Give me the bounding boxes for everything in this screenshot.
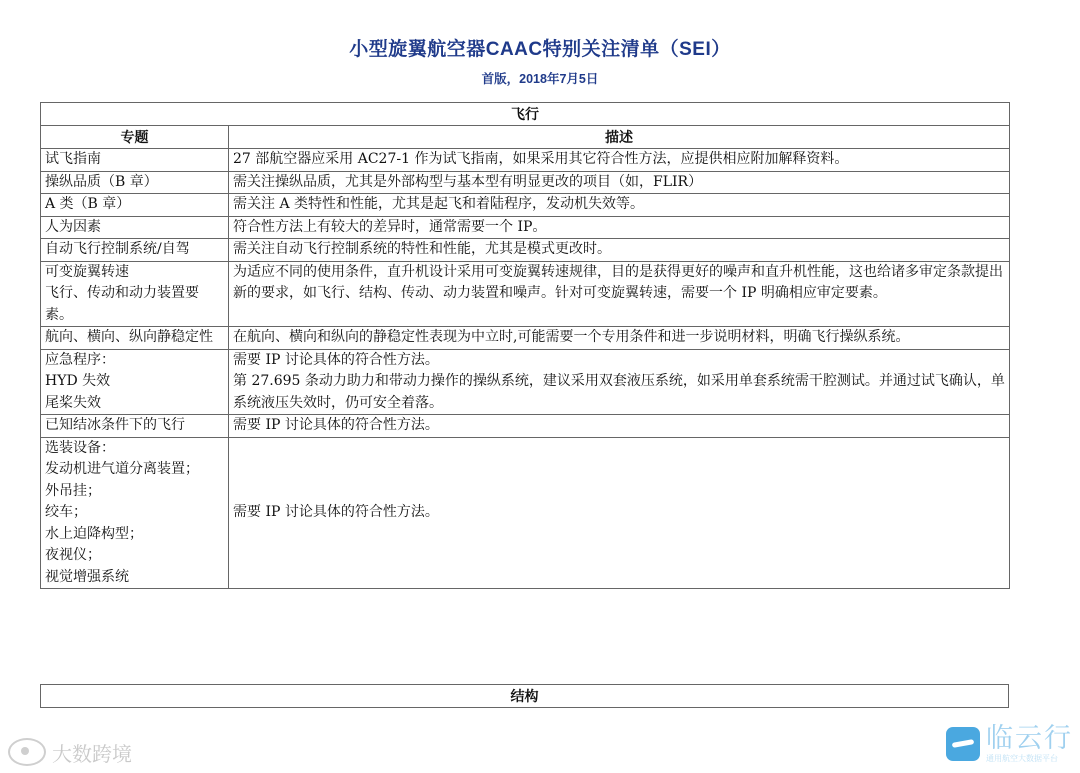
topic-cell: 选装设备： 发动机进气道分离装置； 外吊挂； 绞车； 水上迫降构型； 夜视仪； 视觉增强系统 bbox=[41, 437, 229, 589]
section-header-structure: 结构 bbox=[40, 684, 1009, 708]
document-title: 小型旋翼航空器CAAC特别关注清单（SEI） bbox=[349, 39, 731, 60]
table-row bbox=[41, 261, 1010, 327]
table-row bbox=[41, 349, 1010, 415]
topic-cell: A 类（B 章） bbox=[41, 194, 229, 217]
section-header-flight: 飞行 bbox=[41, 103, 1010, 126]
table-row bbox=[41, 239, 1010, 262]
watermark-left bbox=[8, 737, 132, 767]
description-cell: 需要 IP 讨论具体的符合性方法。 bbox=[229, 437, 1010, 589]
table-row bbox=[41, 327, 1010, 350]
topic-cell: 已知结冰条件下的飞行 bbox=[41, 415, 229, 438]
table-row bbox=[41, 415, 1010, 438]
sei-table bbox=[40, 102, 1010, 589]
topic-cell: 应急程序： HYD 失效 尾桨失效 bbox=[41, 349, 229, 415]
description-cell: 符合性方法上有较大的差异时，通常需要一个 IP。 bbox=[229, 216, 1010, 239]
topic-cell: 自动飞行控制系统/自驾 bbox=[41, 239, 229, 262]
description-cell: 27 部航空器应采用 AC27-1 作为试飞指南，如果采用其它符合性方法，应提供相应附加解释资料。 bbox=[229, 149, 1010, 172]
description-cell: 需要 IP 讨论具体的符合性方法。 第 27.695 条动力助力和带动力操作的操纵系统，建议采用双套液压系统，如采用单套系统需干腔测试。并通过试飞确认，单系统液压失效时，仍可安全着落。 bbox=[229, 349, 1010, 415]
topic-cell: 航向、横向、纵向静稳定性 bbox=[41, 327, 229, 350]
table-row bbox=[41, 437, 1010, 589]
description-cell: 需关注操纵品质，尤其是外部构型与基本型有明显更改的项目（如，FLIR） bbox=[229, 171, 1010, 194]
airplane-logo-icon bbox=[946, 727, 980, 761]
column-header-description: 描述 bbox=[229, 126, 1010, 149]
topic-cell: 试飞指南 bbox=[41, 149, 229, 172]
description-cell: 需关注自动飞行控制系统的特性和性能，尤其是模式更改时。 bbox=[229, 239, 1010, 262]
topic-cell: 人为因素 bbox=[41, 216, 229, 239]
table-row bbox=[41, 149, 1010, 172]
table-row bbox=[41, 194, 1010, 217]
topic-cell: 操纵品质（B 章） bbox=[41, 171, 229, 194]
description-cell: 需关注 A 类特性和性能，尤其是起飞和着陆程序，发动机失效等。 bbox=[229, 194, 1010, 217]
document-subtitle: 首版，2018年7月5日 bbox=[481, 72, 599, 86]
weibo-icon bbox=[8, 738, 46, 766]
column-header-topic: 专题 bbox=[41, 126, 229, 149]
watermark-left-text: 大数跨境 bbox=[52, 741, 132, 766]
watermark-right bbox=[946, 720, 1073, 768]
table-row bbox=[41, 171, 1010, 194]
table-row bbox=[41, 216, 1010, 239]
description-cell: 需要 IP 讨论具体的符合性方法。 bbox=[229, 415, 1010, 438]
description-cell: 为适应不同的使用条件，直升机设计采用可变旋翼转速规律，目的是获得更好的噪声和直升机性能，这也给诸多审定条款提出新的要求，如飞行、结构、传动、动力装置和噪声。针对可变旋翼转速，需要一个 IP 明确相应审定要素。 bbox=[229, 261, 1010, 327]
topic-cell: 可变旋翼转速 飞行、传动和动力装置要素。 bbox=[41, 261, 229, 327]
watermark-right-text: 临云行 bbox=[986, 723, 1073, 754]
description-cell: 在航向、横向和纵向的静稳定性表现为中立时,可能需要一个专用条件和进一步说明材料，明确飞行操纵系统。 bbox=[229, 327, 1010, 350]
watermark-right-subtext: 通用航空大数据平台 bbox=[986, 754, 1058, 763]
